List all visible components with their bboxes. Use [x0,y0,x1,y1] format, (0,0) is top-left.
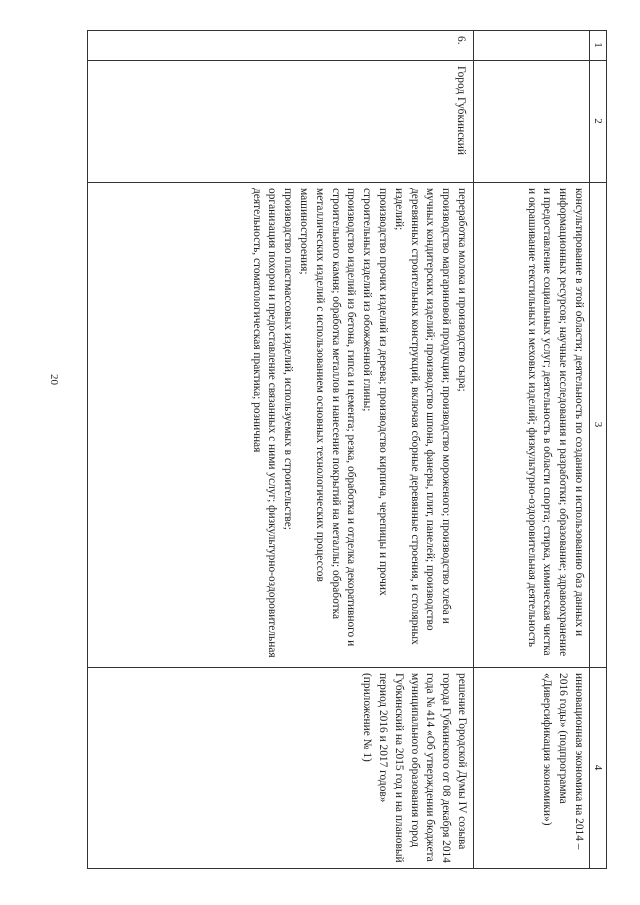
header-col-2: 2 [592,118,604,124]
activity-line: производство прочих изделий из дерева; производство кирпича, черепицы и прочих строительных изделий из обожженной глины; [361,188,390,596]
activity-line: организация похорон и предоставление связанных с ними услуг; физкультурно-оздоровительная деятельность, стоматологическая практика; розничная [250,188,279,658]
header-col-3: 3 [592,421,604,428]
row-activities [88,184,471,666]
activity-line: производство пластмассовых изделий, используемых в строительстве; [282,188,295,530]
activity-line: производство изделий из бетона, гипса и цемента; резка, обработка и отделка декоративного и строительного камня; обработка металлов и нанесение покрытий на металлы; обработка металлических изделий с использованием основных технологических процессов машиностроения; [298,188,358,647]
document-table [87,30,607,869]
activity-line: производство маргариновой продукции; производство мороженого; производство хлеба и мучных кондитерских изделий; производство шпона, фанеры, плит, панелей; производство деревянных строительных конструкций, включая сборные деревянные строения, и столярных изделий; [392,188,453,645]
row-decision: решение Городской Думы IV созыва города Губкинского от 08 декабря 2014 года № 414 «Об утверждении бюджета муниципального образования город Губкинский на 2015 год и на плановый период 2016 и 2017 годов» (приложение № 1) [361,673,468,863]
page-number: 20 [48,374,60,385]
row-number: 6. [455,36,467,45]
city-name: Город Губкинский [455,66,467,155]
activity-line: переработка молока и производство сыра; [456,188,468,392]
header-col-1: 1 [592,42,604,48]
continuation-program: инновационная экономика на 2014 – 2016 годы» (подпрограмма «Диверсификация экономики») [541,673,585,850]
continuation-activities: консультирование в этой области; деятельность по созданию и использованию баз данных и информационных ресурсов; научные исследования и разработки; образование; здравоохранение и предоставление социальных услуг; деятельность в области спорта; стирка, химическая чистка и окрашивание текстильных и меховых изделий; физкультурно-оздоровительная деятельность [525,188,585,657]
header-col-4: 4 [592,764,604,771]
